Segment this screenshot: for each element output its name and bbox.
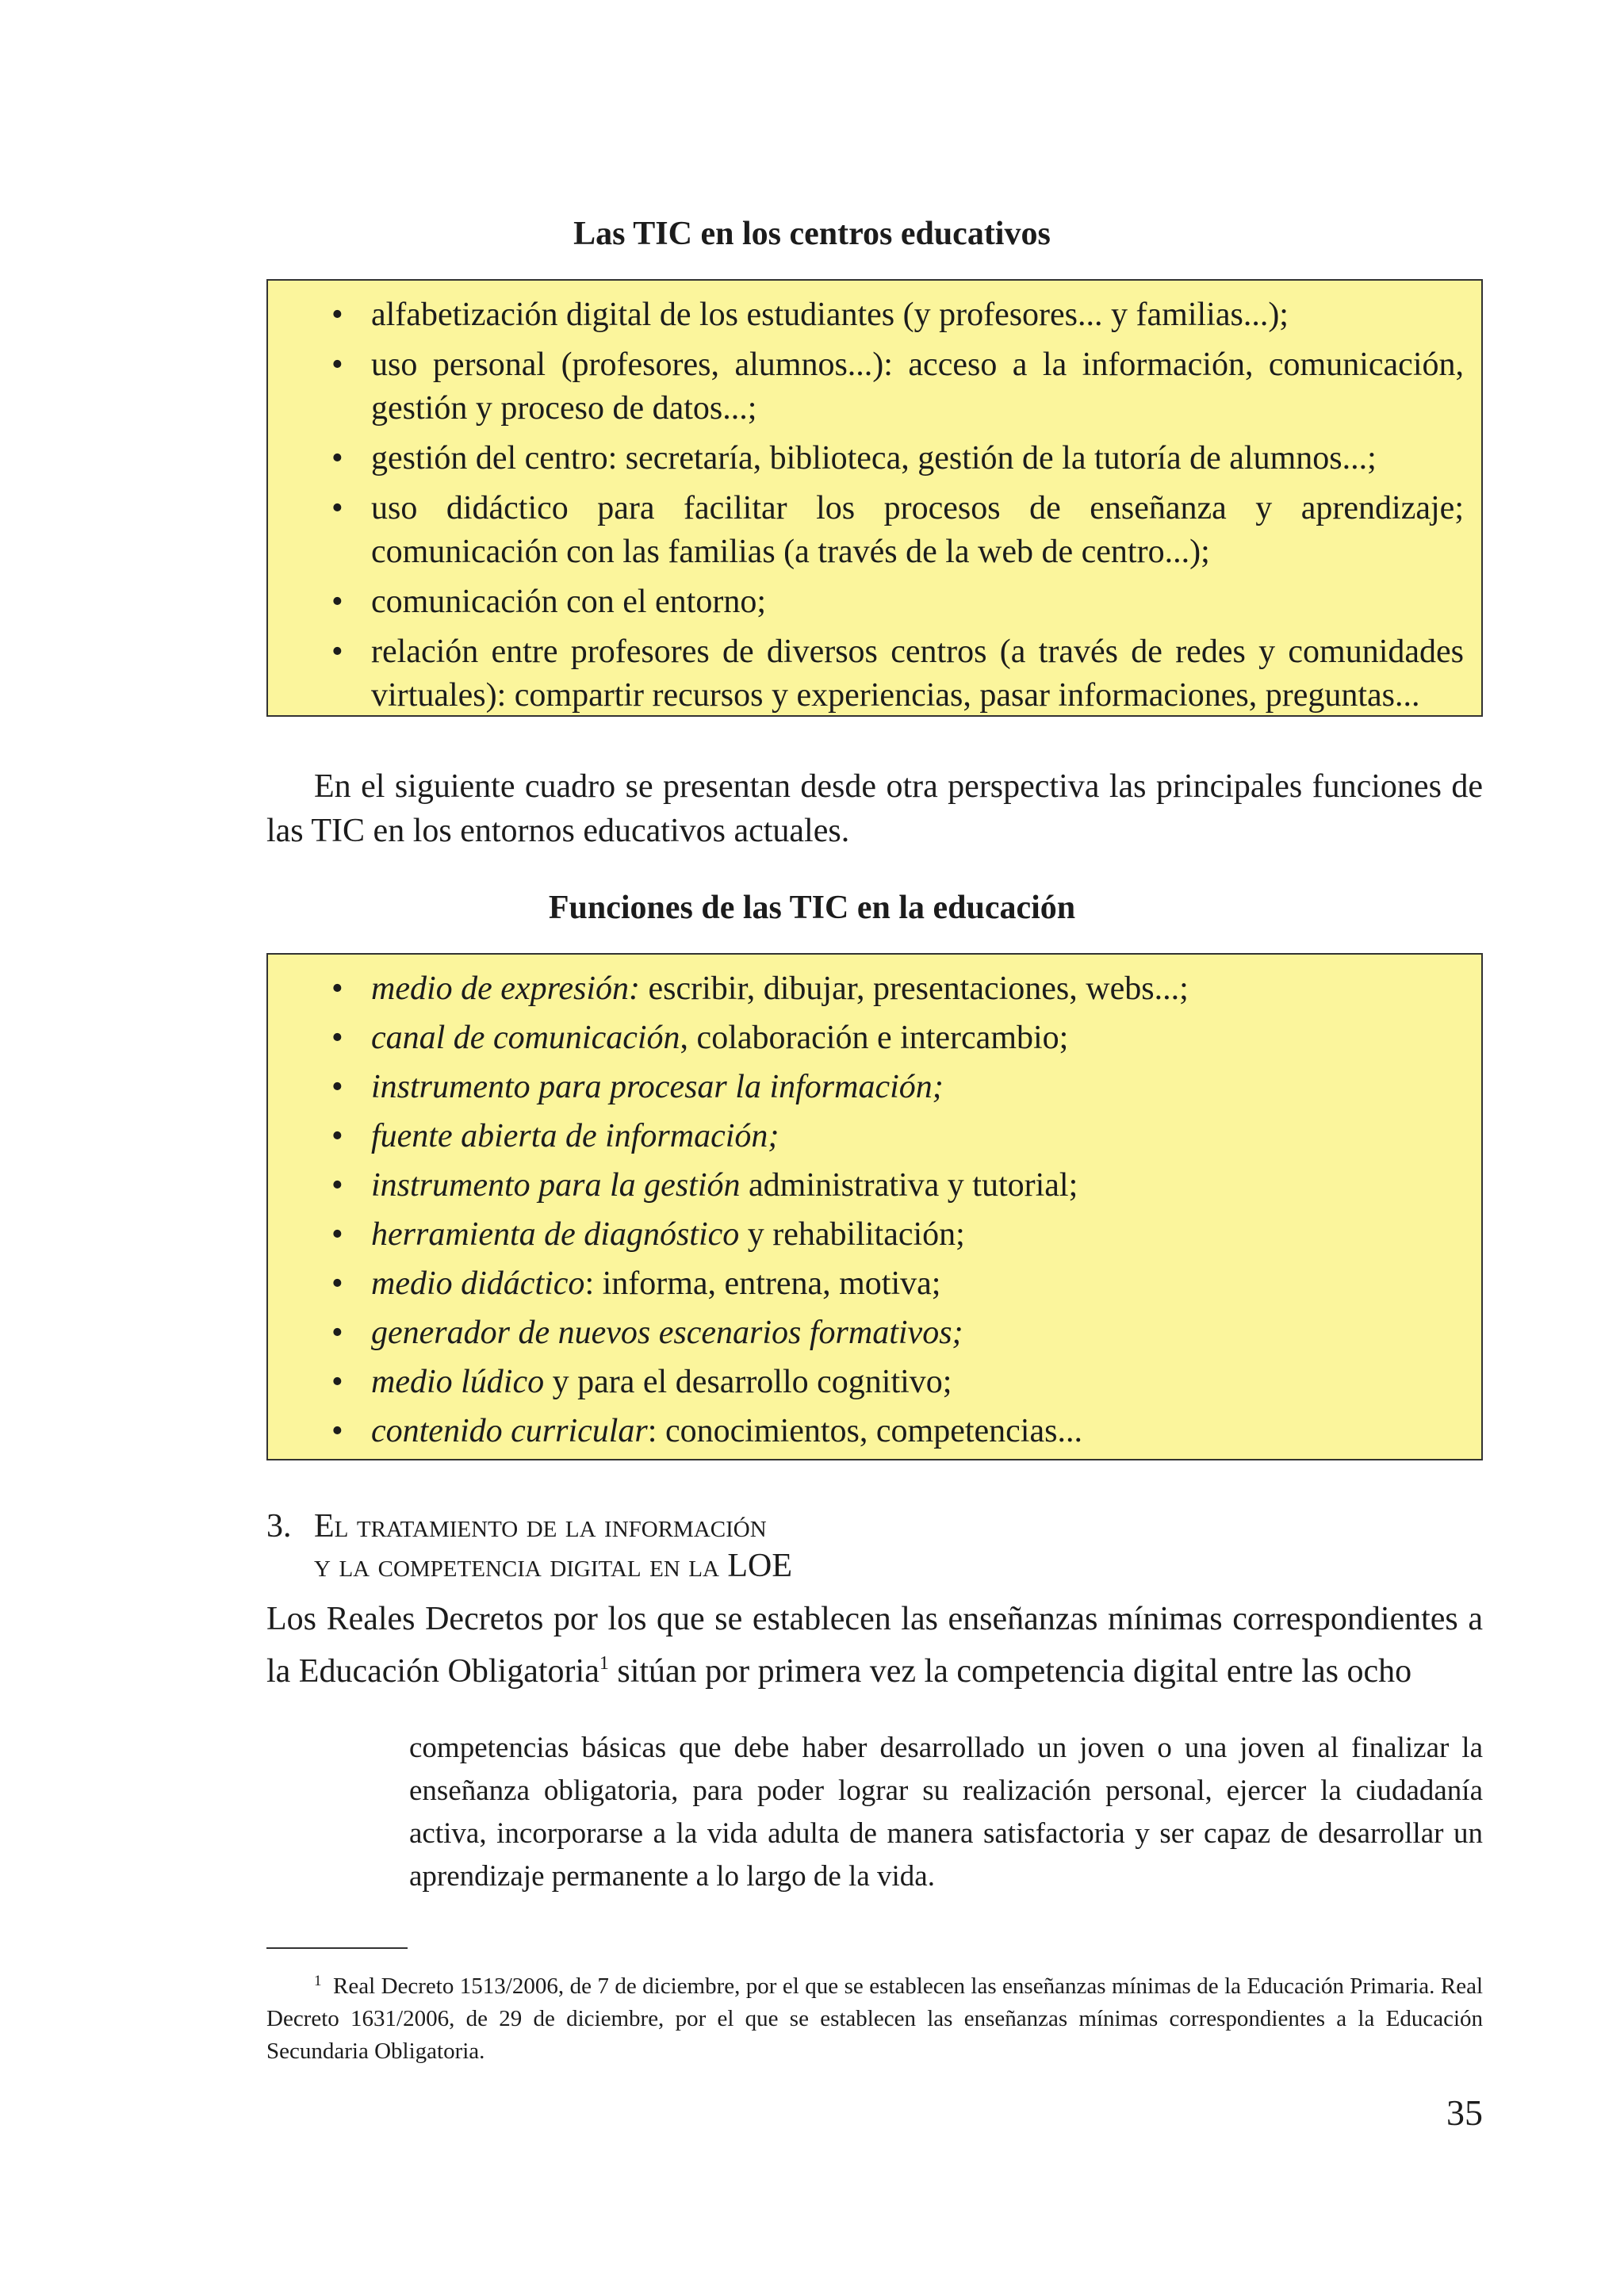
bullet-icon: • <box>331 440 343 477</box>
section-heading-line2: y la competencia digital en la LOE <box>314 1548 793 1584</box>
bullet-icon: • <box>331 346 343 383</box>
bullet-icon: • <box>331 1413 343 1449</box>
list-item: • medio didáctico: informa, entrena, motiva; <box>268 1262 1464 1306</box>
list-item: • relación entre profesores de diversos centros (a través de redes y comunidades virtuales): compartir recursos y experiencias, pasar informaciones, preguntas... <box>268 630 1464 718</box>
list-item: • medio de expresión: escribir, dibujar, presentaciones, webs...; <box>268 967 1464 1011</box>
bullet-icon: • <box>331 970 343 1007</box>
page-number: 35 <box>1446 2092 1483 2133</box>
list-item: • contenido curricular: conocimientos, competencias... <box>268 1410 1464 1453</box>
bullet-icon: • <box>331 1216 343 1253</box>
list-item: • uso didáctico para facilitar los procesos de enseñanza y aprendizaje; comunicación con las familias (a través de la web de centro...); <box>268 487 1464 574</box>
bullet-icon: • <box>331 1069 343 1105</box>
section-number: 3. <box>266 1508 292 1545</box>
tic-centers-box <box>266 279 1483 717</box>
list-item: • canal de comunicación, colaboración e intercambio; <box>268 1016 1464 1060</box>
footnote-mark: 1 <box>314 1973 322 1989</box>
list-item: • instrumento para procesar la información; <box>268 1066 1464 1109</box>
footnote-divider <box>266 1947 408 1949</box>
list-item: • gestión del centro: secretaría, biblioteca, gestión de la tutoría de alumnos...; <box>268 437 1464 480</box>
bullet-icon: • <box>331 297 343 333</box>
bullet-icon: • <box>331 1020 343 1056</box>
list-item: • alfabetización digital de los estudiantes (y profesores... y familias...); <box>268 293 1464 337</box>
bullet-icon: • <box>331 584 343 620</box>
section-paragraph: Los Reales Decretos por los que se establecen las enseñanzas mínimas correspondientes a la Educación Obligatoria$^1$ sitúan por primera vez la competencia digital entre las ocho <box>266 1601 1483 1690</box>
footnote-reference[interactable]: 1 <box>599 1653 609 1674</box>
section-heading <box>266 1506 1483 1586</box>
block-quote: competencias básicas que debe haber desarrollado un joven o una joven al finalizar la enseñanza obligatoria, para poder lograr su realización personal, ejercer la ciudadanía activa, incorporarse a la vida adulta de manera satisfactoria y ser capaz de desarrollar un aprendizaje permanente a lo largo de la vida. <box>409 1732 1483 1893</box>
bullet-icon: • <box>331 1265 343 1302</box>
box1-title: Las TIC en los centros educativos <box>573 216 1051 252</box>
tic-centers-list <box>268 293 1464 718</box>
tic-functions-box <box>266 953 1483 1460</box>
list-item: • uso personal (profesores, alumnos...): acceso a la información, comunicación, gestión y proceso de datos...; <box>268 343 1464 431</box>
tic-functions-list <box>268 967 1464 1453</box>
footnote: $^1$ Real Decreto 1513/2006, de 7 de diciembre, por el que se establecen las enseñanzas mínimas de la Educación Primaria. Real Decreto 1631/2006, de 29 de diciembre, por el que se establecen las enseñanzas mínimas correspondientes a la Educación Secundaria Obligatoria. <box>266 1973 1483 2064</box>
bullet-icon: • <box>331 1118 343 1154</box>
bullet-icon: • <box>331 1167 343 1204</box>
list-item: • generador de nuevos escenarios formativos; <box>268 1311 1464 1355</box>
section-heading-line1: El tratamiento de la información <box>314 1508 767 1545</box>
list-item: • herramienta de diagnóstico y rehabilitación; <box>268 1213 1464 1257</box>
list-item: • instrumento para la gestión administrativa y tutorial; <box>268 1164 1464 1208</box>
list-item: • fuente abierta de información; <box>268 1115 1464 1158</box>
bullet-icon: • <box>331 490 343 526</box>
list-item: • medio lúdico y para el desarrollo cognitivo; <box>268 1361 1464 1404</box>
intro-paragraph: En el siguiente cuadro se presentan desde otra perspectiva las principales funciones de las TIC en los entornos educativos actuales. <box>266 768 1483 849</box>
list-item: • comunicación con el entorno; <box>268 580 1464 624</box>
bullet-icon: • <box>331 1315 343 1351</box>
bullet-icon: • <box>331 1364 343 1400</box>
bullet-icon: • <box>331 634 343 670</box>
box2-title: Funciones de las TIC en la educación <box>548 890 1076 926</box>
